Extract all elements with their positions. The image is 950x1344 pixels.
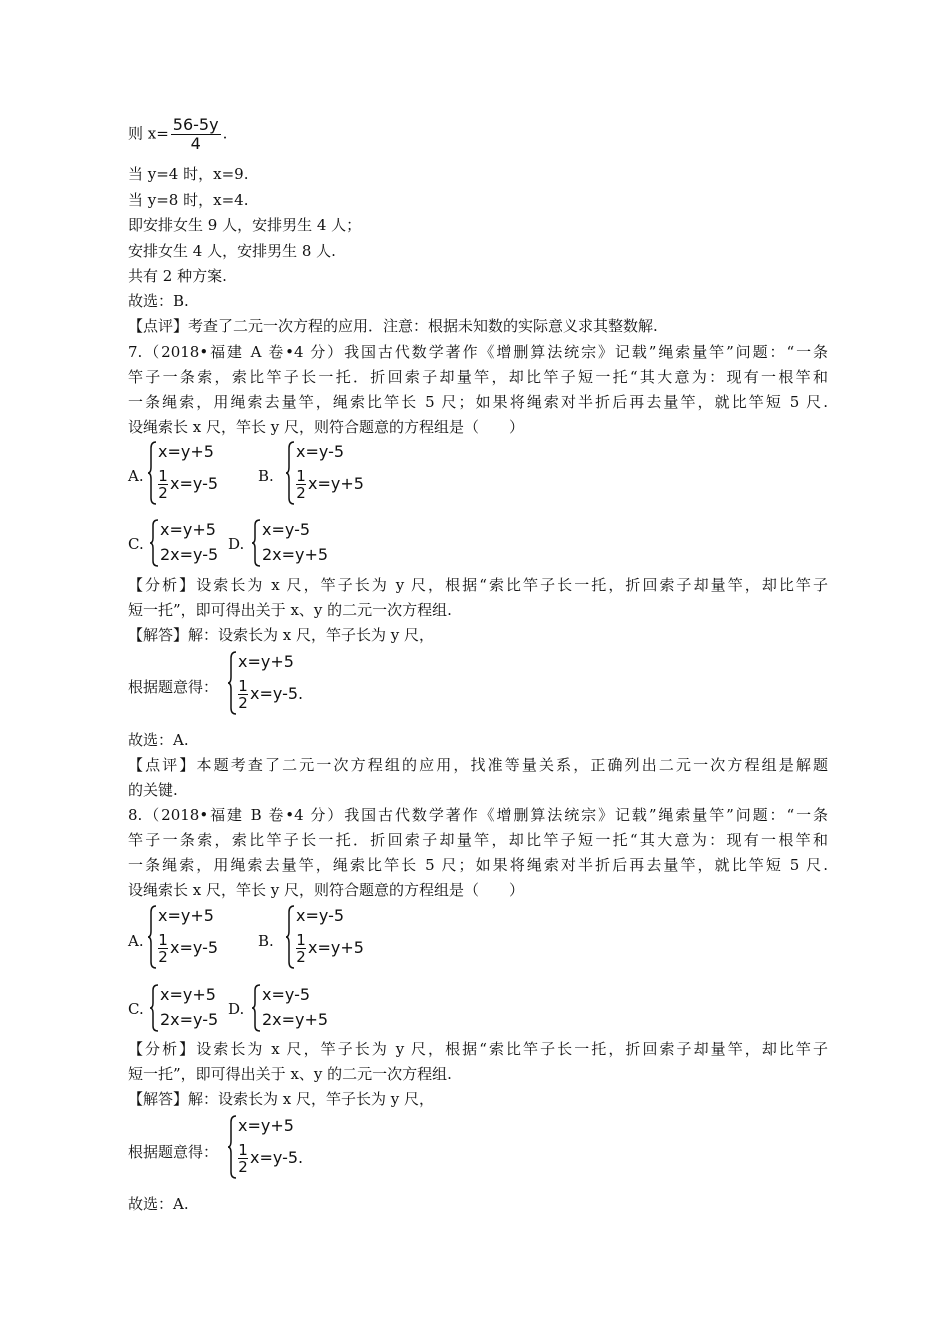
left-brace-icon	[150, 983, 160, 1033]
fraction-numerator: 1	[158, 467, 168, 485]
analysis-line: 短一托”，即可得出关于 x、y 的二元一次方程组.	[128, 601, 452, 619]
equation-text: x=y-5	[250, 684, 299, 703]
option-d-label: D.	[228, 535, 245, 553]
equation-text: x=y-5	[170, 474, 219, 493]
left-brace-icon	[252, 518, 262, 568]
option-d-label: D.	[228, 1000, 245, 1018]
left-brace-icon	[150, 518, 160, 568]
fraction	[171, 116, 221, 153]
fraction-denominator: 4	[190, 134, 201, 153]
equation-row: 2x=y+5	[262, 1010, 329, 1029]
fraction-denominator: 2	[158, 948, 168, 966]
fraction-denominator: 2	[296, 948, 306, 966]
option-d-system	[252, 518, 342, 568]
period: .	[298, 1148, 304, 1167]
equation-row	[238, 1142, 303, 1175]
fraction-numerator: 1	[238, 1141, 248, 1159]
option-c-system	[150, 983, 240, 1033]
analysis-line: 【分析】设索长为 x 尺，竿子长为 y 尺，根据“索比竿子长一托，折回索子却量竿，却比竿子	[128, 1040, 828, 1058]
equation-row	[296, 932, 364, 965]
left-brace-icon	[148, 904, 158, 970]
question-7-line: 一条绳索，用绳索去量竿，绳索比竿长 5 尺；如果将绳索对半折后再去量竿，就比竿短 5 尺.	[128, 393, 828, 411]
equation-text: x=y+5	[308, 938, 364, 957]
comment-line: 的关键.	[128, 781, 178, 799]
equation-row: 2x=y-5	[160, 545, 219, 564]
option-d-system	[252, 983, 342, 1033]
comment-line: 【点评】考查了二元一次方程的应用．注意：根据未知数的实际意义求其整数解.	[128, 317, 658, 335]
answer-prefix: 根据题意得：	[128, 678, 219, 696]
comment-line: 【点评】本题考查了二元一次方程组的应用，找准等量关系，正确列出二元一次方程组是解题	[128, 756, 828, 774]
equation-text: x=y-5	[250, 1148, 299, 1167]
fraction-denominator: 2	[296, 484, 306, 502]
equation-row: 2x=y+5	[262, 545, 329, 564]
choice-line: 故选：A.	[128, 1195, 189, 1213]
fraction-denominator: 2	[238, 1158, 248, 1176]
equation-row: 2x=y-5	[160, 1010, 219, 1029]
left-brace-icon	[286, 904, 296, 970]
equation-row	[296, 468, 364, 501]
period: .	[298, 684, 304, 703]
answer-system	[228, 650, 338, 716]
option-a-system	[148, 440, 258, 506]
fraction-denominator: 2	[158, 484, 168, 502]
fraction-numerator: 1	[296, 467, 306, 485]
fraction-numerator: 1	[296, 931, 306, 949]
left-brace-icon	[252, 983, 262, 1033]
equation-row: x=y+5	[160, 985, 216, 1004]
solution-x-expression	[128, 116, 227, 153]
left-brace-icon	[228, 1114, 238, 1180]
equation-row: x=y+5	[238, 652, 294, 671]
answer-line: 【解答】解：设索长为 x 尺，竿子长为 y 尺，	[128, 626, 435, 644]
question-8-line: 一条绳索，用绳索去量竿，绳索比竿长 5 尺；如果将绳索对半折后再去量竿，就比竿短 5 尺.	[128, 856, 828, 874]
text-line: 即安排女生 9 人，安排男生 4 人；	[128, 216, 362, 234]
text-line: 当 y=4 时，x=9.	[128, 165, 249, 183]
equation-row: x=y+5	[160, 520, 216, 539]
text-line: 安排女生 4 人，安排男生 8 人.	[128, 242, 336, 260]
question-8-line: 竿子一条索，索比竿子长一托．折回索子却量竿，却比竿子短一托“其大意为：现有一根竿和	[128, 831, 828, 849]
analysis-line: 短一托”，即可得出关于 x、y 的二元一次方程组.	[128, 1065, 452, 1083]
equation-row: x=y-5	[296, 442, 345, 461]
option-a-system	[148, 904, 258, 970]
option-c-label: C.	[128, 535, 144, 553]
left-brace-icon	[148, 440, 158, 506]
option-c-label: C.	[128, 1000, 144, 1018]
fraction-numerator: 1	[158, 931, 168, 949]
fraction-numerator: 56-5y	[172, 115, 219, 134]
answer-prefix: 根据题意得：	[128, 1143, 219, 1161]
text-line: 故选：B.	[128, 292, 189, 310]
equation-text: x=y+5	[308, 474, 364, 493]
x-prefix: 则 x=	[128, 124, 169, 143]
equation-row: x=y-5	[262, 520, 311, 539]
option-b-system	[286, 440, 396, 506]
equation-row: x=y+5	[158, 906, 214, 925]
left-brace-icon	[286, 440, 296, 506]
fraction-numerator: 1	[238, 677, 248, 695]
answer-line: 【解答】解：设索长为 x 尺，竿子长为 y 尺，	[128, 1090, 435, 1108]
equation-row	[158, 932, 218, 965]
analysis-line: 【分析】设索长为 x 尺，竿子长为 y 尺，根据“索比竿子长一托，折回索子却量竿，却比竿子	[128, 576, 828, 594]
equation-row	[158, 468, 218, 501]
equation-row: x=y+5	[238, 1116, 294, 1135]
period: .	[222, 124, 228, 143]
question-8-line: 设绳索长 x 尺，竿长 y 尺，则符合题意的方程组是（ ）	[128, 881, 525, 899]
equation-text: x=y-5	[170, 938, 219, 957]
question-7-line: 设绳索长 x 尺，竿长 y 尺，则符合题意的方程组是（ ）	[128, 418, 525, 436]
option-b-label: B.	[258, 932, 274, 950]
option-c-system	[150, 518, 240, 568]
option-b-system	[286, 904, 396, 970]
option-a-label: A.	[128, 932, 144, 950]
text-line: 当 y=8 时，x=4.	[128, 191, 249, 209]
answer-system	[228, 1114, 338, 1180]
equation-row	[238, 678, 303, 711]
question-8-line: 8.（2018•福建 B 卷•4 分）我国古代数学著作《增删算法统宗》记载”绳索量竿”问题：“一条	[128, 806, 828, 824]
equation-row: x=y+5	[158, 442, 214, 461]
equation-row: x=y-5	[262, 985, 311, 1004]
question-7-line: 7.（2018•福建 A 卷•4 分）我国古代数学著作《增删算法统宗》记载”绳索量竿”问题：“一条	[128, 343, 828, 361]
text-line: 共有 2 种方案.	[128, 267, 227, 285]
equation-row: x=y-5	[296, 906, 345, 925]
left-brace-icon	[228, 650, 238, 716]
question-7-line: 竿子一条索，索比竿子长一托．折回索子却量竿，却比竿子短一托“其大意为：现有一根竿和	[128, 368, 828, 386]
fraction-denominator: 2	[238, 694, 248, 712]
option-a-label: A.	[128, 467, 144, 485]
option-b-label: B.	[258, 467, 274, 485]
choice-line: 故选：A.	[128, 731, 189, 749]
